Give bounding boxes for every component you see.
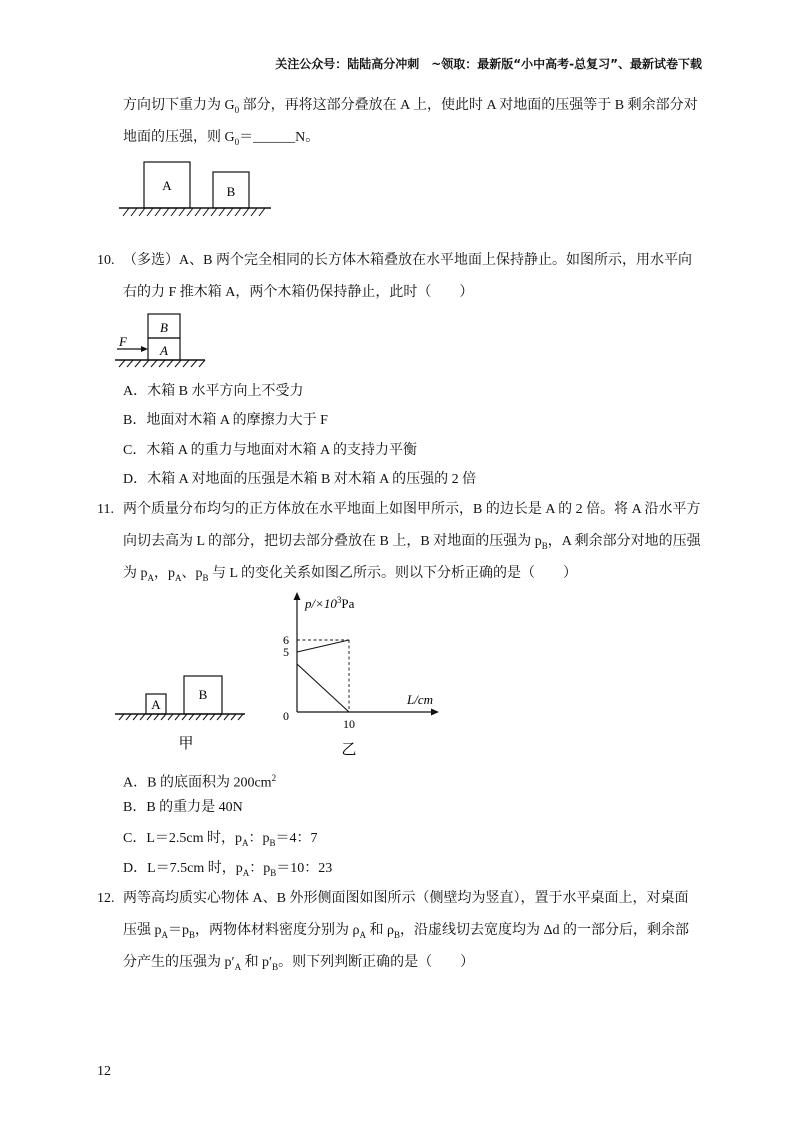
q11-optC-c: ＝4：7 (275, 831, 318, 846)
q12-line2-c: ，两物体材料密度分别为 ρ (195, 923, 360, 938)
q12-line-3 (123, 953, 474, 977)
yi-x-axis-arrow (431, 709, 439, 716)
q9-line1-b: 部分，再将这部分叠放在 A 上，使此时 A 对地面的压强等于 B 剩余部分对 (239, 98, 698, 113)
q11-line2-b: ，A 剩余部分对地的压强 (547, 534, 701, 549)
q11-jia-label-b: B (198, 687, 208, 702)
q11-jia-caption: 甲 (178, 736, 194, 752)
q11-jia-label-a: A (151, 697, 161, 712)
q9-ground-hatch (123, 208, 265, 216)
q10-label-a: A (160, 343, 168, 358)
q11-optD-s1: A (242, 867, 250, 878)
q12-line-2 (123, 921, 689, 945)
q11-line3-d: 与 L 的变化关系如图乙所示。则以下分析正确的是（ ） (208, 566, 578, 581)
q10-line-1: （多选）A、B 两个完全相同的长方体木箱叠放在水平地面上保持静止。如图所示，用水平向 (123, 253, 692, 268)
q11-option-d (123, 859, 332, 883)
q11-line2-a: 向切去高为 L 的部分，把切去部分叠放在 B 上，B 对地面的压强为 p (123, 534, 542, 549)
q10-figure (113, 310, 213, 370)
q12-line2-s1: A (161, 929, 168, 940)
yi-tick-5: 5 (283, 645, 289, 659)
q10-line-2: 右的力 F 推木箱 A，两个木箱仍保持静止，此时（ ） (123, 285, 474, 300)
q9-label-a: A (162, 178, 172, 193)
yi-y-label-unit: Pa (341, 596, 355, 611)
q12-line2-s3: A (359, 929, 367, 940)
q12-line3-a: 分产生的压强为 p′ (123, 955, 235, 970)
q12-line3-c: 。则下列判断正确的是（ ） (278, 955, 475, 970)
q10-option-c: C．木箱 A 的重力与地面对木箱 A 的支持力平衡 (123, 443, 418, 458)
q11-line3-b: ，p (154, 566, 175, 581)
q12-line2-a: 压强 p (123, 923, 162, 938)
yi-series-pA (297, 664, 349, 712)
q9-line-1 (123, 96, 698, 120)
q9-label-b: B (226, 184, 236, 199)
q11-optC-s1: A (242, 837, 249, 848)
q12-line3-s2: B (272, 961, 279, 972)
q12-line2-s4: B (394, 929, 401, 940)
yi-origin-label: 0 (283, 709, 289, 723)
yi-series-layer (297, 640, 349, 712)
q10-option-a: A．木箱 B 水平方向上不受力 (123, 384, 304, 399)
q11-line3-sub2: A (175, 572, 182, 583)
q11-optC-b: ：p (248, 831, 270, 846)
yi-tick-10: 10 (343, 717, 355, 731)
q10-label-b: B (160, 320, 168, 335)
q12-line2-b: ＝p (168, 923, 189, 938)
q10-option-b: B．地面对木箱 A 的摩擦力大于 F (123, 413, 328, 428)
q11-line3-sub1: A (147, 572, 154, 583)
yi-y-label (304, 595, 355, 611)
q10-force-arrow-head (141, 346, 148, 352)
q11-optC-s2: B (269, 837, 276, 848)
q11-line3-sub3: B (202, 572, 209, 583)
q11-option-b: B．B 的重力是 40N (123, 800, 243, 815)
yi-y-label-sup: 3 (336, 595, 342, 605)
q11-optD-a: D．L＝7.5cm 时，p (123, 861, 243, 876)
q11-line-1: 两个质量分布均匀的正方体放在水平地面上如图甲所示，B 的边长是 A 的 2 倍。将 A 沿水平方 (123, 502, 701, 517)
q10-ground-hatch (119, 360, 205, 367)
q11-line2-sub1: B (541, 540, 548, 551)
yi-y-label-main: p/×10 (305, 596, 337, 611)
q11-optD-b: ：p (249, 861, 271, 876)
q9-line1-sub: 0 (234, 104, 240, 115)
q11-optC-a: C．L＝2.5cm 时，p (123, 831, 242, 846)
q12-line2-s2: B (189, 929, 196, 940)
yi-x-label: L/cm (407, 692, 433, 707)
q12-line2-e: ，沿虚线切去宽度均为 Δd 的一部分后，剩余部 (400, 923, 690, 938)
q11-line-2 (123, 532, 701, 556)
q11-optD-c: ＝10：23 (276, 861, 333, 876)
q9-line-2 (123, 128, 319, 152)
q11-optD-s2: B (270, 867, 277, 878)
q12-line-1: 两等高均质实心物体 A、B 外形侧面图如图所示（侧壁均为竖直），置于水平桌面上，对桌面 (123, 891, 689, 906)
page-number: 12 (97, 1064, 111, 1079)
q11-line3-c: 、p (181, 566, 203, 581)
q10-label-f: F (119, 334, 127, 349)
q9-line2-b: ＝______N。 (239, 130, 320, 145)
q11-option-a (123, 768, 276, 794)
q10-number: 10. (97, 253, 115, 268)
q11-figure-jia (113, 668, 253, 758)
q9-line2-a: 地面的压强，则 G (123, 130, 235, 145)
yi-tick-6: 6 (283, 633, 289, 647)
q11-option-c (123, 829, 318, 853)
q11-yi-caption: 乙 (341, 742, 357, 758)
q9-line1-a: 方向切下重力为 G (123, 98, 235, 113)
q11-jia-ground-hatch (119, 714, 243, 720)
q12-number: 12. (97, 891, 115, 906)
header-note: 关注公众号：陆陆高分冲刺 ~领取：最新版“小中高考-总复习”、最新试卷下载 (275, 57, 702, 71)
q12-line3-b: 和 p′ (241, 955, 273, 970)
q11-line3-a: 为 p (123, 566, 148, 581)
q12-line3-s1: A (234, 961, 242, 972)
q9-line2-sub: 0 (234, 136, 240, 147)
q9-figure (115, 158, 275, 220)
q11-number: 11. (97, 502, 114, 517)
q10-option-d: D．木箱 A 对地面的压强是木箱 B 对木箱 A 的压强的 2 倍 (123, 472, 477, 487)
q11-line-3 (123, 564, 577, 588)
q12-line2-d: 和 ρ (366, 923, 395, 938)
q11-figure-yi (275, 588, 445, 760)
yi-series-pB (297, 640, 349, 652)
q11-optA-text: A．B 的底面积为 200cm (123, 775, 272, 791)
yi-y-axis-arrow (294, 592, 301, 600)
q11-optA-sup: 2 (271, 773, 277, 783)
